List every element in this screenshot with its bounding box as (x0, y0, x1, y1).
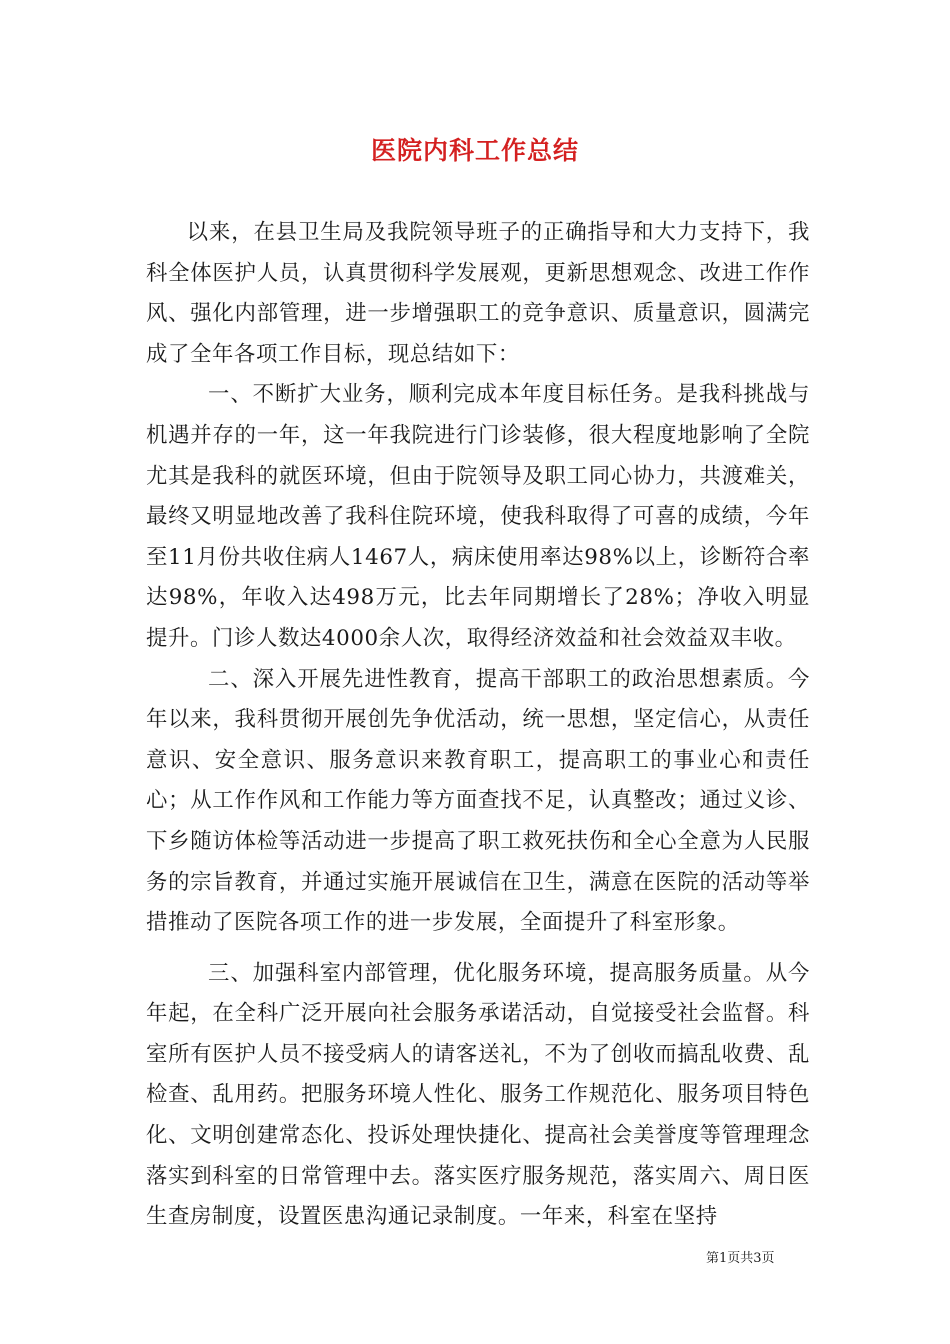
paragraph-section-2: 二、深入开展先进性教育，提高干部职工的政治思想素质。今年以来，我科贯彻开展创先争优活动，统一思想，坚定信心，从责任意识、安全意识、服务意识来教育职工，提高职工的事业心和责任心；从工作作风和工作能力等方面查找不足，认真整改；通过义诊、下乡随访体检等活动进一步提高了职工救死扶伤和全心全意为人民服务的宗旨教育，并通过实施开展诚信在卫生，满意在医院的活动等举措推动了医院各项工作的进一步发展，全面提升了科室形象。 (146, 666, 810, 936)
page-number: 第1页共3页 (706, 1251, 775, 1266)
paragraph-section-3: 三、加强科室内部管理，优化服务环境，提高服务质量。从今年起，在全科广泛开展向社会服务承诺活动，自觉接受社会监督。科室所有医护人员不接受病人的请客送礼，不为了创收而搞乱收费、乱检查、乱用药。把服务环境人性化、服务工作规范化、服务项目特色化、文明创建常态化、投诉处理快捷化、提高社会美誉度等管理理念落实到科室的日常管理中去。落实医疗服务规范，落实周六、周日医生查房制度，设置医患沟通记录制度。一年来，科室在坚持 (146, 960, 810, 1230)
paragraph-intro: 以来，在县卫生局及我院领导班子的正确指导和大力支持下，我科全体医护人员，认真贯彻科学发展观，更新思想观念、改进工作作风、强化内部管理，进一步增强职工的竞争意识、质量意识，圆满完成了全年各项工作目标，现总结如下： (146, 220, 810, 367)
document-title: 医院内科工作总结 (370, 136, 579, 165)
document-body (146, 213, 810, 1238)
paragraph-section-1: 一、不断扩大业务，顺利完成本年度目标任务。是我科挑战与机遇并存的一年，这一年我院进行门诊装修，很大程度地影响了全院尤其是我科的就医环境，但由于院领导及职工同心协力，共渡难关，最终又明显地改善了我科住院环境，使我科取得了可喜的成绩，今年至11月份共收住病人1467人，病床使用率达98%以上，诊断符合率达98%，年收入达498万元，比去年同期增长了28%；净收入明显提升。门诊人数达4000余人次，取得经济效益和社会效益双丰收。 (146, 382, 810, 651)
